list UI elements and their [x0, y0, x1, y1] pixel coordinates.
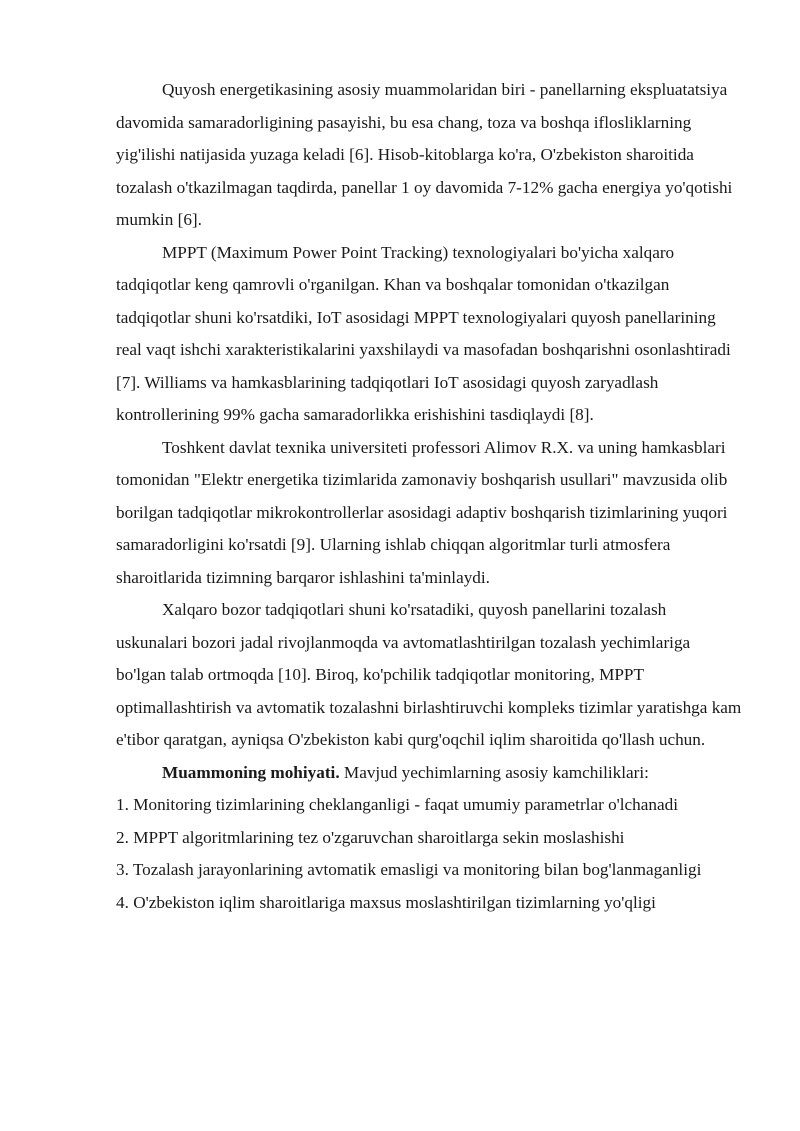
paragraph-market-research: Xalqaro bozor tadqiqotlari shuni ko'rsatadiki, quyosh panellarini tozalash uskunalari bozori jadal rivojlanmoqda va avtomatlashtirilgan tozalash yechimlariga bo'lgan talab ortmoqda [10]. Biroq, ko'pchilik tadqiqotlar monitoring, MPPT optimallashtirish va avtomatik tozalashni birlashtiruvchi kompleks tizimlar yaratishga kam e'tibor qaratgan, ayniqsa O'zbekiston kabi qurg'oqchil iqlim sharoitida qo'llash uchun. — [116, 600, 742, 749]
list-item: 3. Tozalash jarayonlarining avtomatik emasligi va monitoring bilan bog'lanmaganligi — [116, 860, 702, 879]
list-item: 2. MPPT algoritmlarining tez o'zgaruvchan sharoitlarga sekin moslashishi — [116, 827, 625, 847]
list-item: 4. O'zbekiston iqlim sharoitlariga maxsus moslashtirilgan tizimlarning yo'qligi — [116, 892, 656, 912]
problem-statement — [116, 757, 742, 790]
paragraph-tashkent-research: Toshkent davlat texnika universiteti professori Alimov R.X. va uning hamkasblari tomonidan "Elektr energetika tizimlarida zamonaviy boshqarish usullari" mavzusida olib borilgan tadqiqotlar mikrokontrollerlar asosidagi adaptiv boshqarish tizimlarining yuqori samaradorligini ko'rsatdi [9]. Ularning ishlab chiqqan algoritmlar turli atmosfera sharoitlarida tizimning barqaror ishlashini ta'minlaydi. — [116, 437, 728, 587]
paragraph-panel-soiling: Quyosh energetikasining asosiy muammolaridan biri - panellarning ekspluatatsiya davomida samaradorligining pasayishi, bu esa chang, toza va boshqa iflosliklarning yig'ilishi natijasida yuzaga keladi [6]. Hisob-kitoblarga ko'ra, O'zbekiston sharoitida tozalash o'tkazilmagan taqdirda, panellar 1 oy davomida 7-12% gacha energiya yo'qotishi mumkin [6]. — [116, 80, 733, 229]
list-item: 1. Monitoring tizimlarining cheklanganligi - faqat umumiy parametrlar o'lchanadi — [116, 795, 679, 814]
paragraph-mppt-research: MPPT (Maximum Power Point Tracking) texnologiyalari bo'yicha xalqaro tadqiqotlar keng qamrovli o'rganilgan. Khan va boshqalar tomonidan o'tkazilgan tadqiqotlar shuni ko'rsatdiki, IoT asosidagi MPPT texnologiyalari quyosh panellarining real vaqt ishchi xarakteristikalarini yaxshilaydi va masofadan boshqarishni osonlashtiradi [7]. Williams va hamkasblarining tadqiqotlari IoT asosidagi quyosh zaryadlash kontrollerining 99% gacha samaradorlikka erishishini tasdiqlaydi [8]. — [116, 242, 731, 424]
problem-intro: Mavjud yechimlarning asosiy kamchiliklari: — [339, 762, 649, 782]
body-text — [116, 74, 742, 919]
problem-heading: Muammoning mohiyati. — [162, 762, 340, 782]
